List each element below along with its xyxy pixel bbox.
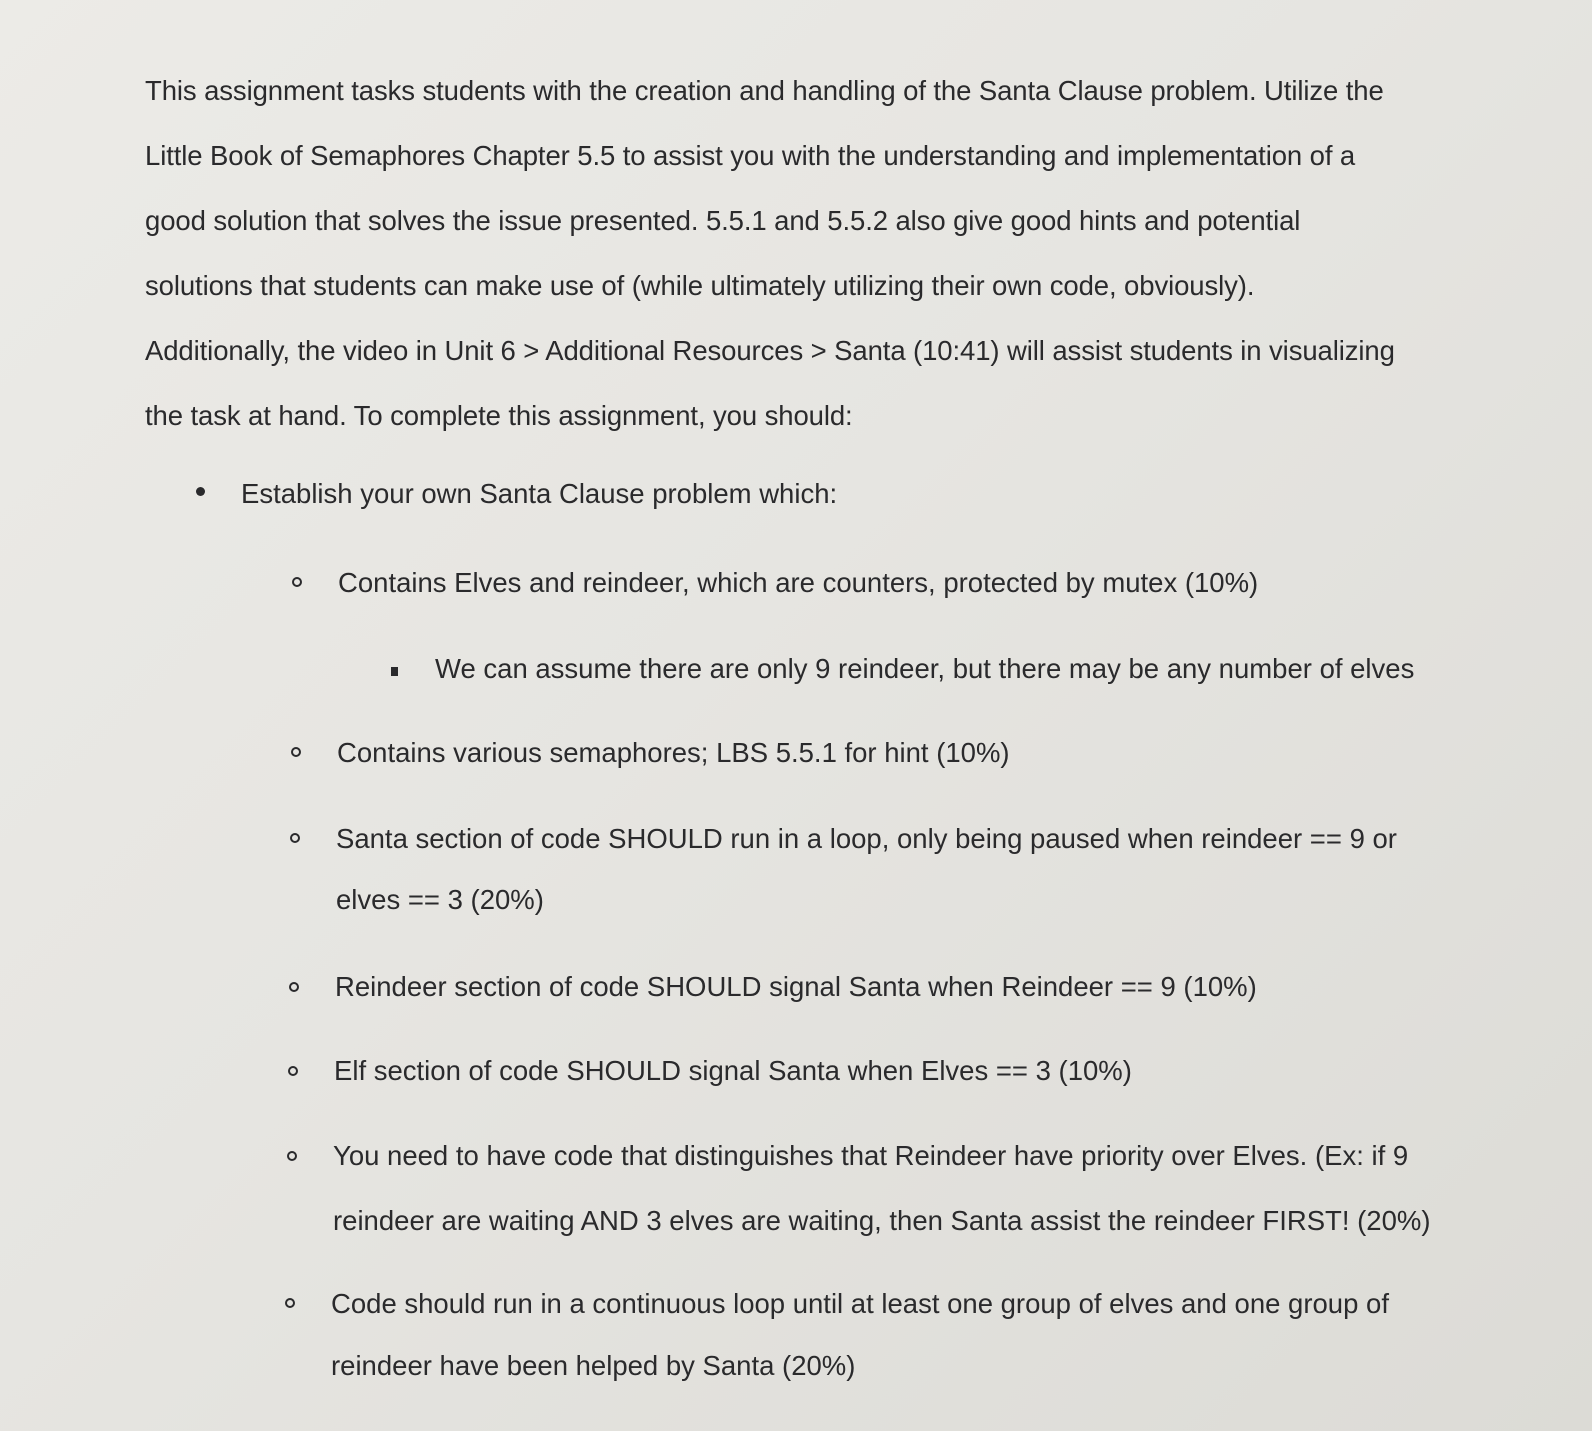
list-item-priority-cont: reindeer are waiting AND 3 elves are waiting, then Santa assist the reindeer FIRST! (20%) (333, 1205, 1431, 1236)
list-item-santa-loop-cont: elves == 3 (20%) (336, 884, 544, 915)
bullet-circle-icon (285, 1298, 295, 1308)
intro-line: This assignment tasks students with the creation and handling of the Santa Clause problem. Utilize the (145, 75, 1384, 106)
bullet-circle-icon (289, 982, 299, 992)
bullet-circle-icon (287, 1151, 297, 1161)
list-item-mutex: Contains Elves and reindeer, which are counters, protected by mutex (10%) (338, 567, 1259, 598)
list-item-priority: You need to have code that distinguishes that Reindeer have priority over Elves. (Ex: if 9 (333, 1140, 1409, 1171)
bullet-circle-icon (291, 747, 301, 757)
intro-line: solutions that students can make use of (while ultimately utilizing their own code, obviously). (145, 270, 1255, 301)
intro-paragraph (145, 58, 1435, 448)
intro-line: Additionally, the video in Unit 6 > Additional Resources > Santa (10:41) will assist students in visualizing (145, 335, 1395, 366)
list-item-top: Establish your own Santa Clause problem which: (241, 478, 838, 509)
list-subitem-reindeer-count: We can assume there are only 9 reindeer, but there may be any number of elves (435, 653, 1415, 684)
intro-line: good solution that solves the issue presented. 5.5.1 and 5.5.2 also give good hints and potential (145, 205, 1301, 236)
bullet-circle-icon (292, 577, 302, 587)
bullet-square-icon (391, 667, 398, 676)
bullet-circle-icon (290, 833, 300, 843)
list-item-semaphores: Contains various semaphores; LBS 5.5.1 for hint (10%) (337, 737, 1010, 768)
bullet-circle-icon (288, 1066, 298, 1076)
bullet-dot-icon (196, 487, 205, 496)
list-item-continuous-loop-cont: reindeer have been helped by Santa (20%) (331, 1350, 856, 1381)
list-item-continuous-loop: Code should run in a continuous loop until at least one group of elves and one group of (331, 1288, 1389, 1319)
list-item-santa-loop: Santa section of code SHOULD run in a loop, only being paused when reindeer == 9 or (336, 823, 1397, 854)
list-item-reindeer-signal: Reindeer section of code SHOULD signal Santa when Reindeer == 9 (10%) (335, 971, 1257, 1002)
intro-line: the task at hand. To complete this assignment, you should: (145, 400, 853, 431)
list-item-elf-signal: Elf section of code SHOULD signal Santa when Elves == 3 (10%) (334, 1055, 1132, 1086)
intro-line: Little Book of Semaphores Chapter 5.5 to assist you with the understanding and implementation of a (145, 140, 1356, 171)
